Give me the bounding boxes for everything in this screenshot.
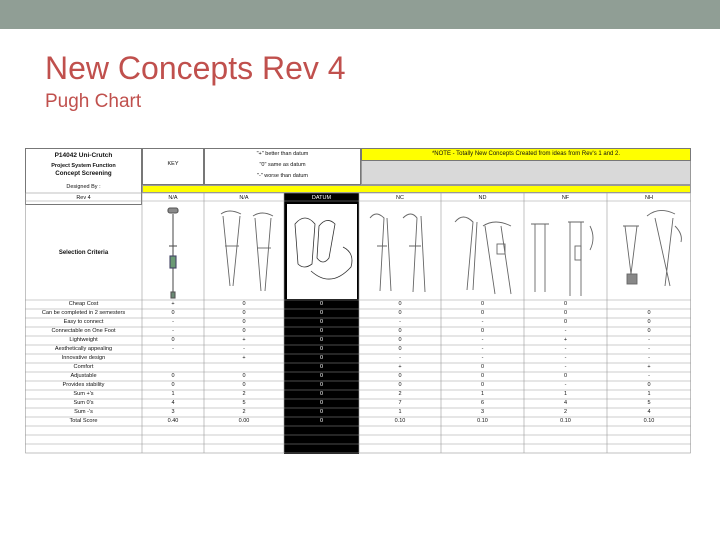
score-cell: 0 [647,319,651,325]
score-cell: 0 [319,310,324,316]
score-cell: 0.10 [394,418,406,424]
score-cell: - [564,355,567,361]
score-cell: 2 [563,409,568,415]
criterion-label: Aesthetically appealing [54,346,113,352]
score-cell: 4 [171,400,175,406]
key-label: KEY [167,161,179,167]
score-cell: 0 [398,373,402,379]
score-cell: 2 [398,391,402,397]
score-cell: - [399,319,401,325]
score-cell: 1 [480,391,485,397]
score-cell: 0 [563,310,568,316]
designed-by-label: Designed By : [66,184,101,190]
score-cell: 0 [647,310,651,316]
score-cell: 0 [171,373,175,379]
score-cell: - [172,346,174,352]
revision-label: Rev 4 [76,195,91,201]
score-cell: 0 [480,373,485,379]
score-cell: + [242,355,246,361]
score-cell: + [242,337,246,343]
score-cell: 5 [647,400,651,406]
score-cell: 0 [319,301,324,307]
score-cell: 0 [242,301,246,307]
score-cell: 1 [398,409,402,415]
criterion-label: Sum -'s [74,409,93,415]
score-cell: 0.00 [238,418,250,424]
score-cell: - [172,328,174,334]
score-cell: 0 [398,310,402,316]
project-function: Project System Function [51,163,116,169]
score-cell: - [172,319,174,325]
slide-subtitle: Pugh Chart [45,91,142,112]
score-cell: - [648,337,650,343]
score-cell: 0 [563,301,568,307]
score-cell: 4 [647,409,651,415]
selection-criteria-label: Selection Criteria [58,250,109,256]
score-cell: + [398,364,402,370]
score-cell: 0 [398,301,402,307]
score-cell: 0 [242,382,246,388]
slide-title: New Concepts Rev 4 [45,50,346,86]
score-cell: 3 [480,409,485,415]
score-cell: 0 [319,391,324,397]
crutch-sketch-2 [221,211,273,291]
score-cell: 0 [647,382,651,388]
score-cell: 0 [319,418,324,424]
score-cell: 7 [398,400,402,406]
concept-header-nf: NF [561,195,570,201]
crutch-sketch-1 [168,208,178,298]
score-cell: - [564,364,567,370]
project-title: P14042 Uni-Crutch [54,152,113,159]
score-cell: - [481,319,484,325]
key-item-worse: "-" worse than datum [257,173,308,179]
top-banner [0,0,720,29]
score-cell: 0 [319,319,324,325]
score-cell: - [399,355,401,361]
score-cell: + [563,337,568,343]
key-item-better: "+" better than datum [256,151,309,157]
score-cell: 0 [171,382,175,388]
score-cell: 0 [563,319,568,325]
score-cell: 0 [319,400,324,406]
score-cell: 4 [563,400,568,406]
score-cell: - [648,355,650,361]
score-cell: - [648,373,650,379]
score-cell: 0 [398,328,402,334]
score-cell: 1 [171,391,175,397]
criterion-label: Adjustable [70,373,97,379]
score-cell: - [564,382,567,388]
screening-label: Concept Screening [55,170,112,177]
score-cell: 0 [319,328,324,334]
score-cell: 0 [319,382,324,388]
crutch-sketch-nd [455,217,511,294]
score-cell: 0 [647,328,651,334]
criterion-label: Innovative design [61,355,106,361]
note-banner: *NOTE - Totally New Concepts Created from ideas from Rev's 1 and 2. [361,148,691,161]
score-cell: 0 [319,337,324,343]
criterion-label: Total Score [69,418,98,424]
score-cell: 0 [319,346,324,352]
score-cell: + [647,364,651,370]
score-cell: 0 [563,373,568,379]
criterion-label: Lightweight [69,337,98,343]
criterion-label: Sum 0's [73,400,94,406]
concept-header-nc: NC [396,195,404,201]
concept-header-nh: NH [645,195,653,201]
score-cell: 0.40 [167,418,179,424]
score-cell: 0 [319,409,324,415]
score-cell: 0.10 [477,418,488,424]
crutch-sketch-datum [287,204,357,299]
score-cell: - [648,346,650,352]
score-cell: - [481,346,484,352]
score-cell: - [481,355,484,361]
score-cell: 0 [319,373,324,379]
crutch-sketch-nf [531,222,593,296]
criterion-label: Comfort [73,364,94,370]
concept-header-1: N/A [168,195,178,201]
score-cell: 2 [242,409,246,415]
score-cell: - [481,337,484,343]
concept-header-2: N/A [239,195,249,201]
score-cell: 0 [480,364,485,370]
score-cell: - [243,346,245,352]
score-cell: 0 [480,328,485,334]
score-cell: 0 [242,373,246,379]
pugh-chart-sheet [25,146,693,454]
score-cell: 0 [398,337,402,343]
score-cell: 3 [171,409,175,415]
score-cell: 0.10 [560,418,571,424]
score-cell: 0 [480,382,485,388]
score-cell: 1 [647,391,651,397]
key-item-same: "0" same as datum [259,162,306,168]
criterion-label: Easy to connect [63,319,104,325]
score-cell: 1 [563,391,568,397]
score-cell: 0 [242,319,246,325]
score-cell: 2 [242,391,246,397]
criterion-label: Provides stability [62,382,105,388]
score-cell: 5 [242,400,246,406]
score-cell: 6 [480,400,485,406]
score-cell: 0.10 [643,418,655,424]
score-cell: 0 [398,346,402,352]
criterion-label: Cheap Cost [68,301,99,307]
criterion-label: Sum +'s [73,391,94,397]
score-cell: 0 [319,355,324,361]
score-cell: 0 [242,310,246,316]
score-cell: + [171,301,175,307]
concept-header-datum: DATUM [311,195,332,201]
score-cell: 0 [319,364,324,370]
score-cell: 0 [242,328,246,334]
score-cell: 0 [480,310,485,316]
criterion-label: Can be completed in 2 semesters [41,310,126,316]
criterion-label: Connectable on One Foot [51,328,116,334]
score-cell: 0 [171,337,175,343]
score-cell: 0 [480,301,485,307]
crutch-sketch-nc [370,214,425,292]
concept-header-nd: ND [478,195,487,201]
crutch-sketch-nh [623,210,681,286]
score-cell: - [564,346,567,352]
score-cell: 0 [171,310,175,316]
score-cell: 0 [398,382,402,388]
score-cell: - [564,328,567,334]
